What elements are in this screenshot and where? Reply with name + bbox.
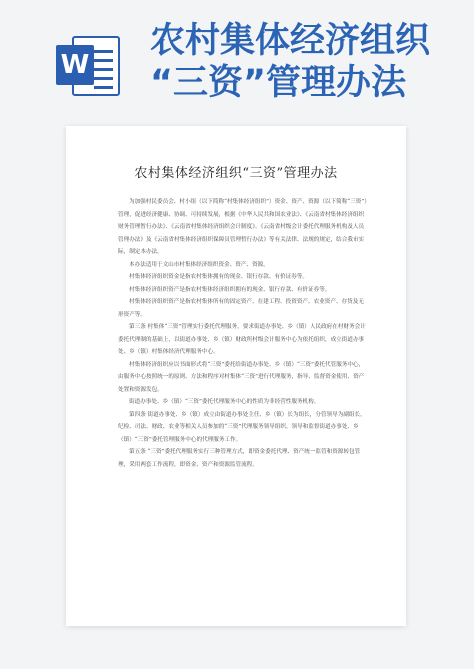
document-title: 农村集体经济组织“三资”管理办法 <box>134 166 338 181</box>
paragraph: 本办法适用于文山市村集体经济组织资金、资产、资源。 <box>129 261 269 268</box>
paragraph: 村集体经济组织资产是指农村集体所有的固定资产、在建工程、投资资产、农业资产、存货及无形资产等。 <box>118 299 364 318</box>
banner-title-line-1: 农村集体经济组织 <box>150 21 431 61</box>
word-document-icon <box>56 36 122 96</box>
paragraph: 第三条 村集体“三资”管理实行委托代理服务，要求街道办事处、乡（镇）人民政府在村财务会计委托代理制的基础上，以街道办事处、乡（镇）财政所村级会计服务中心为依托组织，成立街道办事处、乡（镇）村集体经济代理服务中心。 <box>118 324 366 355</box>
document-body <box>118 196 368 471</box>
word-badge: W <box>56 45 94 85</box>
paragraph: 第五条 “三资”委托代理服务实行三种管理方式，即资金委托代理、资产统一监管和资源转包管理，采用两套工作流程，即资金、资产和资源监管流程。 <box>118 449 361 468</box>
paragraph: 为加强村民委员会、村小组（以下简称“村集体经济组织”）资金、资产、资源（以下简称“三资”）管理，促进经济健康、协调、可持续发展，根据《中华人民共和国农业法》、《云南省村集体经济组织财务管理暂行办法》、《云南省村集体经济组织会计制度》、《云南省村级会计委托代理服务机构及人员管理办法》及《云南省村集体经济组织保障员管理暂行办法》等有关法律、法规的规定，结合我市实际，制定本办法。 <box>118 199 367 255</box>
document-page <box>66 126 406 626</box>
paragraph: 村集体经济组织资产是指农村集体经济组织拥有的现金、银行存款、有价证券等。 <box>129 286 331 293</box>
paragraph: 第四条 街道办事处、乡（镇）成立由街道办事处主任、乡（镇）长为组长，分管领导为副组长，纪检、司法、财政、农业等相关人员参加的“三资”代理服务领导组织，领导和监督街道办事处、乡（镇）“三资”委托管理服务中心的代理服务工作。 <box>118 411 366 443</box>
cover-banner <box>0 0 474 112</box>
paragraph: 村集体经济组织应以书面形式将“三资”委托给街道办事处、乡（镇）“三资”委托代管服务中心，由服务中心按照统一的原则、方法和程序对村集体“三资”进行代理服务，指导、监督资金使用、资产处置和资源发包。 <box>118 361 365 393</box>
banner-title-line-2: “三资”管理办法 <box>150 63 407 103</box>
paragraph: 村集体经济组织资金是指农村集体拥有的现金、银行存款、有价证券等。 <box>129 274 309 280</box>
paragraph: 街道办事处、乡（镇）“三资”委托代理服务中心的性质为非经营性服务机构。 <box>129 399 320 405</box>
banner-title <box>150 20 450 104</box>
